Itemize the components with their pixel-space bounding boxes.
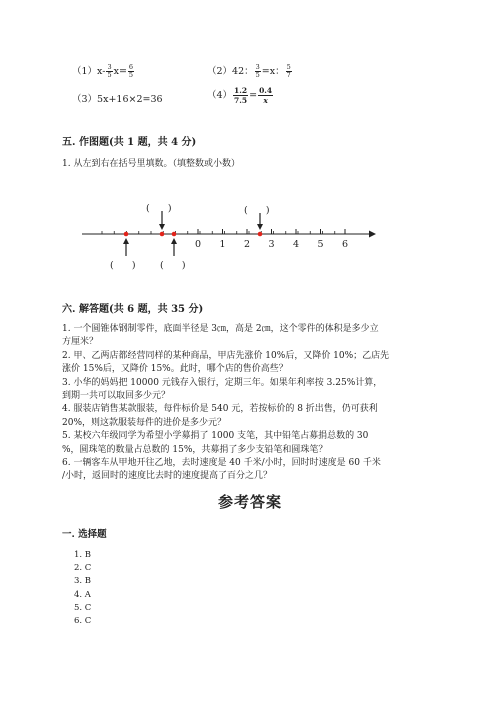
red-point-2 — [160, 232, 165, 237]
equation-label: （1） — [72, 66, 98, 77]
blank-paren: ( ) — [146, 203, 172, 214]
section-5-title: 五. 作图题(共 1 题，共 4 分) — [62, 137, 197, 148]
section-6-questions — [62, 323, 389, 484]
fraction: $\frac{1.2}{7.5}$ — [234, 86, 248, 105]
number-line — [0, 190, 500, 280]
up-arrow-icon — [123, 238, 129, 256]
blank-paren: ( ) — [244, 205, 270, 216]
major-ticks — [195, 229, 348, 250]
equation-1: （1）x- $\frac{3}{5}$ x= $\frac{6}{5}$ — [72, 63, 134, 79]
tick-label: 1 — [219, 239, 226, 250]
fraction: $\frac{3}{5}$ — [107, 63, 112, 79]
up-arrow-icon — [171, 238, 177, 256]
question-line: /小时，返回时的速度比去时的速度提高了百分之几？ — [62, 471, 273, 482]
tick-label: 4 — [292, 239, 300, 250]
tick-label: 6 — [341, 239, 349, 250]
red-point-3 — [172, 232, 177, 237]
equation-label: （2） — [207, 66, 233, 77]
answer-item: 1. B — [74, 550, 92, 560]
equation-3: （3）5x+16×2=36 — [72, 94, 163, 105]
tick-label: 2 — [243, 239, 251, 250]
answers-section-1-title: 一. 选择题 — [62, 529, 107, 540]
fraction: $\frac{6}{5}$ — [128, 63, 134, 79]
equation-2: （2）42： $\frac{3}{5}$ =x： $\frac{5}{7}$ — [207, 63, 291, 79]
question-line: 4. 服装店销售某款服装，每件标价是 540 元，若按标价的 8 折出售，仍可获利 — [62, 404, 378, 415]
answer-item: 4. A — [74, 589, 91, 600]
question-line: 方厘米？ — [62, 337, 99, 348]
fraction: $\frac{5}{7}$ — [286, 63, 291, 79]
axis-arrowhead — [369, 231, 376, 238]
answer-item: 5. C — [74, 602, 92, 613]
fraction: $\frac{3}{5}$ — [255, 63, 260, 79]
tick-label: 5 — [317, 239, 324, 250]
question-line: 到期一共可以取回多少元？ — [62, 391, 171, 402]
red-point-1 — [124, 232, 129, 237]
equation-label: （3） — [72, 94, 98, 105]
answers-list — [74, 549, 91, 628]
question-line: 涨价 15%后，又降价 15%。此时，哪个店的售价高些？ — [62, 364, 288, 375]
answers-title: 参考答案 — [218, 493, 283, 511]
question-line: %，圆珠笔的数量占总数的 15%，共募捐了多少支铅笔和圆珠笔？ — [62, 444, 328, 455]
question-line: 3. 小华的妈妈把 10000 元钱存入银行，定期三年。如果年利率按 3.25%计算， — [62, 377, 383, 388]
blank-paren: ( ) — [160, 260, 186, 271]
tick-label: 0 — [194, 239, 202, 250]
question-line: 6. 一辆客车从甲地开往乙地，去时速度是 40 千米/小时，回时时速度是 60 千米 — [62, 458, 381, 469]
red-point-4 — [258, 232, 263, 237]
equation-4: （4） $\frac{1.2}{7.5}$ = $\frac{0.4}{x}$ — [207, 86, 273, 105]
tick-label: 3 — [268, 239, 275, 250]
blank-paren: ( ) — [110, 260, 136, 271]
equation-label: （4） — [207, 90, 233, 101]
question-line: 2. 甲、乙两店都经营同样的某种商品，甲店先涨价 10%后，又降价 10%；乙店先 — [62, 350, 390, 361]
section-5-question: 1. 从左到右在括号里填数。（填整数或小数） — [62, 159, 240, 169]
fraction: $\frac{0.4}{x}$ — [259, 86, 273, 105]
answer-item: 2. C — [74, 563, 92, 574]
section-6-title: 六. 解答题(共 6 题，共 35 分) — [62, 304, 204, 315]
question-line: 20%，则这款服装每件的进价是多少元？ — [62, 417, 227, 428]
answer-item: 3. B — [74, 576, 92, 587]
answer-item: 6. C — [74, 616, 92, 627]
question-line: 1. 一个圆锥体钢制零件，底面半径是 3㎝，高是 2㎝，这个零件的体积是多少立 — [62, 324, 379, 334]
question-line: 5. 某校六年级同学为希望小学募捐了 1000 支笔，其中铅笔占募捐总数的 30 — [62, 431, 369, 442]
